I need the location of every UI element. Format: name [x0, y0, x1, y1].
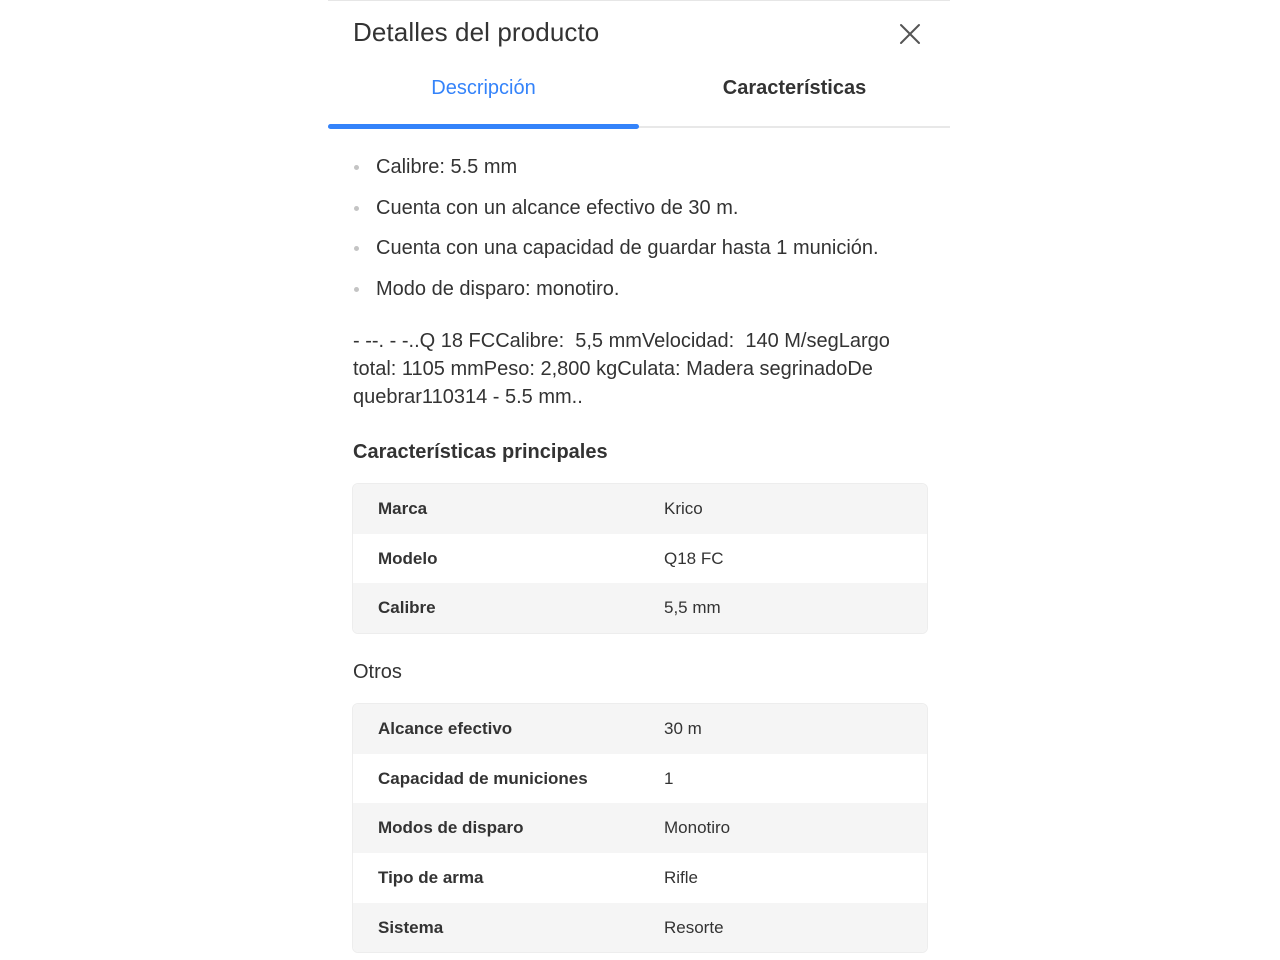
spec-label: Modos de disparo [378, 818, 524, 838]
spec-value: 1 [664, 768, 674, 788]
spec-value: Monotiro [664, 818, 731, 838]
other-specs-table [352, 703, 928, 953]
bullet-dot-icon [354, 206, 359, 211]
spec-value: Krico [664, 499, 703, 518]
bullet-dot-icon [354, 287, 359, 292]
tab-bar [328, 62, 950, 130]
close-button[interactable] [896, 20, 924, 48]
spec-value: 30 m [664, 719, 702, 738]
table-row [353, 484, 927, 534]
spec-label: Capacidad de municiones [378, 768, 588, 788]
spec-value: 5,5 mm [664, 598, 721, 618]
product-details-sheet [328, 0, 950, 960]
main-specs-table [352, 483, 928, 634]
active-tab-indicator [328, 124, 639, 129]
bullet-text: Cuenta con una capacidad de guardar hasta 1 munición. [376, 237, 879, 259]
spec-label: Alcance efectivo [378, 719, 513, 738]
list-item [353, 268, 933, 309]
table-row [353, 803, 927, 853]
spec-value: Q18 FC [664, 548, 724, 568]
bullet-text: Modo de disparo: monotiro. [376, 277, 620, 300]
sheet-top-border [328, 0, 950, 1]
table-row [353, 583, 927, 633]
spec-label: Sistema [378, 917, 444, 937]
bullet-dot-icon [354, 165, 359, 170]
spec-label: Tipo de arma [378, 868, 484, 888]
tab-caracteristicas[interactable]: Características [722, 77, 867, 99]
tab-descripcion[interactable]: Descripción [431, 77, 536, 99]
main-specs-title: Características principales [353, 441, 608, 463]
spec-value: Rifle [664, 868, 699, 888]
spec-value: Resorte [664, 917, 724, 937]
bullet-text: Cuenta con un alcance efectivo de 30 m. [376, 196, 739, 219]
page-title: Detalles del producto [353, 17, 600, 47]
list-item [353, 146, 933, 187]
table-row [353, 853, 927, 903]
table-row [353, 704, 927, 754]
product-description: - --. - -..Q 18 FCCalibre: 5,5 mmVelocidad: 140 M/segLargo total: 1105 mmPeso: 2,800 kgCulata: Madera segrinadoDe quebrar110314 - 5.5 mm.. [353, 330, 896, 408]
table-row [353, 754, 927, 804]
spec-label: Modelo [378, 548, 438, 568]
bullet-text: Calibre: 5.5 mm [376, 156, 518, 178]
other-specs-title: Otros [353, 661, 402, 683]
list-item [353, 227, 933, 268]
spec-label: Calibre [378, 598, 436, 618]
table-row [353, 534, 927, 584]
list-item [353, 187, 933, 228]
spec-label: Marca [378, 499, 428, 518]
feature-bullet-list [353, 146, 933, 308]
table-row [353, 903, 927, 953]
bullet-dot-icon [354, 246, 359, 251]
close-icon [896, 20, 924, 48]
